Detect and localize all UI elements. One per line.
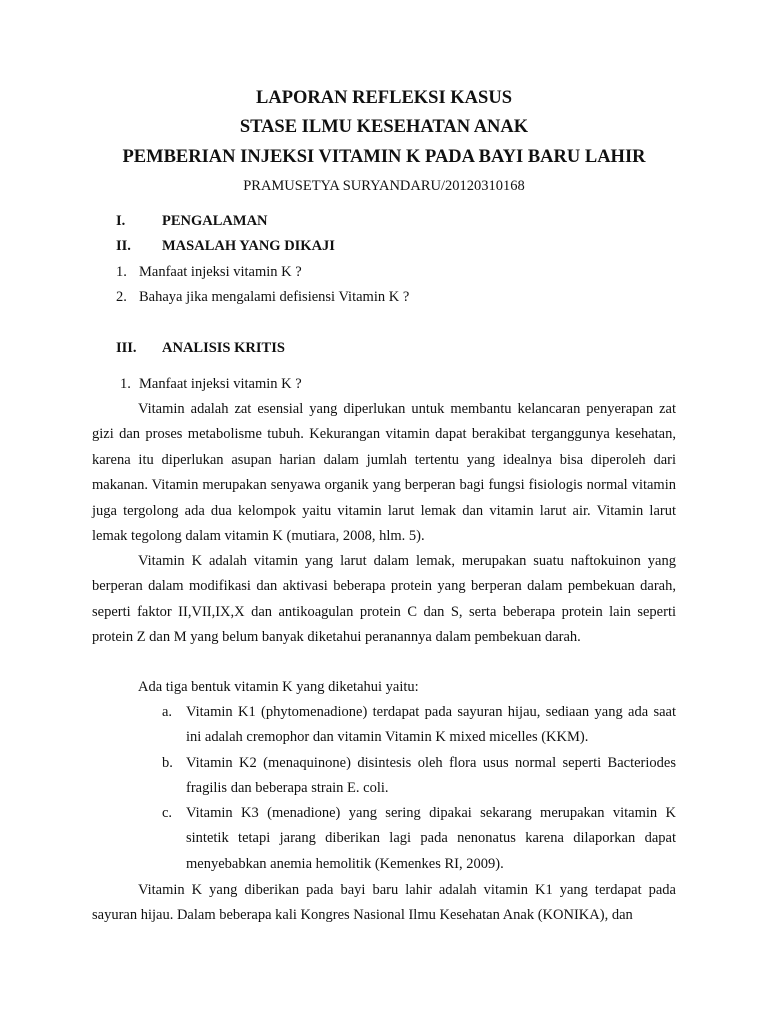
list-item-number: 2. xyxy=(116,289,127,305)
section-number: I. xyxy=(116,213,126,229)
list-marker: b. xyxy=(162,755,173,771)
paragraph: Vitamin K yang diberikan pada bayi baru lahir adalah vitamin K1 yang terdapat pada sayuran hijau. Dalam beberapa kali Kongres Nasional Ilmu Kesehatan Anak (KONIKA), dan xyxy=(92,882,676,924)
paragraph: Vitamin K adalah vitamin yang larut dalam lemak, merupakan suatu naftokuinon yang berperan dalam modifikasi dan aktivasi beberapa protein yang berperan dalam pembekuan darah, seperti faktor II,VII,IX,X dan antikoagulan protein C dan S, serta beberapa protein lain seperti protein Z dan M yang belum banyak diketahui peranannya dalam pembekuan darah. xyxy=(92,553,676,646)
list-item: Vitamin K3 (menadione) yang sering dipakai sekarang merupakan vitamin K sintetik tetapi jarang diberikan lagi pada nenonatus karena dilaporkan dapat menyebabkan anemia hemolitik (Kemenkes RI, 2009). xyxy=(186,805,676,872)
report-topic: PEMBERIAN INJEKSI VITAMIN K PADA BAYI BARU LAHIR xyxy=(122,147,646,167)
section-heading: PENGALAMAN xyxy=(162,213,268,229)
section-number: III. xyxy=(116,340,137,356)
list-item: Vitamin K2 (menaquinone) disintesis oleh flora usus normal seperti Bacteriodes fragilis dan beberapa strain E. coli. xyxy=(186,755,676,797)
list-item: Manfaat injeksi vitamin K ? xyxy=(139,264,302,280)
paragraph: Ada tiga bentuk vitamin K yang diketahui yaitu: xyxy=(138,679,419,695)
author-line: PRAMUSETYA SURYANDARU/20120310168 xyxy=(243,178,525,194)
section-heading: MASALAH YANG DIKAJI xyxy=(162,238,335,254)
paragraph: Vitamin adalah zat esensial yang diperlukan untuk membantu kelancaran penyerapan zat gizi dan proses metabolisme tubuh. Kekurangan vitamin dapat berakibat terganggunya kesehatan, karena itu diperlukan asupan harian dalam jumlah tertentu yang idealnya bisa diperoleh dari makanan. Vitamin merupakan senyawa organik yang berperan bagi fungsi fisiologis normal vitamin juga tergolong ada dua kelompok yaitu vitamin larut lemak dan vitamin larut air. Vitamin larut lemak tegolong dalam vitamin K (mutiara, 2008, hlm. 5). xyxy=(92,401,676,545)
report-subtitle: STASE ILMU KESEHATAN ANAK xyxy=(239,117,529,137)
list-marker: a. xyxy=(162,704,173,720)
section-number: II. xyxy=(116,238,131,254)
report-title: LAPORAN REFLEKSI KASUS xyxy=(256,88,512,108)
subsection-heading: Manfaat injeksi vitamin K ? xyxy=(139,376,302,392)
list-item: Vitamin K1 (phytomenadione) terdapat pada sayuran hijau, sediaan yang ada saat ini adalah cremophor dan vitamin Vitamin K mixed micelles (KKM). xyxy=(186,704,676,746)
list-item: Bahaya jika mengalami defisiensi Vitamin K ? xyxy=(139,289,410,305)
list-marker: c. xyxy=(162,805,173,821)
list-item-number: 1. xyxy=(116,264,127,280)
section-heading: ANALISIS KRITIS xyxy=(162,340,285,356)
subsection-number: 1. xyxy=(120,376,131,392)
